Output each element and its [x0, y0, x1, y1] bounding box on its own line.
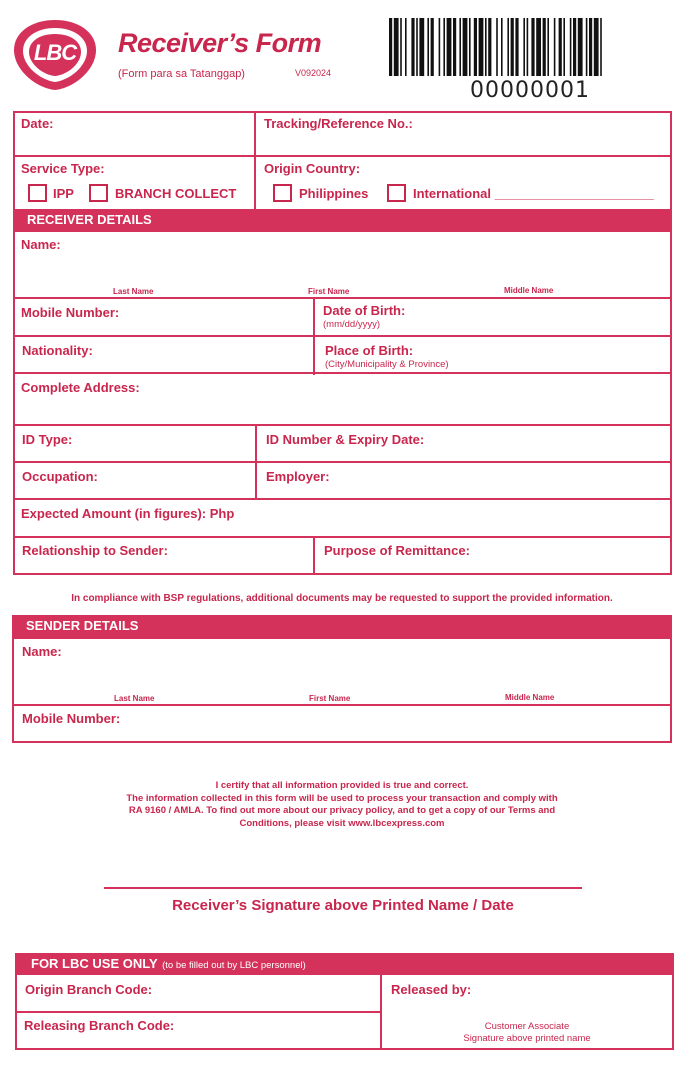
sender-last-name-label: Last Name: [114, 694, 155, 703]
dob-field[interactable]: [315, 299, 670, 335]
origin-branch-label: Origin Branch Code:: [25, 982, 153, 997]
barcode-number: 00000001: [470, 78, 590, 103]
signature-line[interactable]: [104, 887, 582, 889]
id-number-field[interactable]: [257, 426, 670, 461]
international-checkbox[interactable]: [387, 184, 406, 202]
signature-above-label: Signature above printed name: [463, 1033, 591, 1044]
tracking-field[interactable]: [256, 113, 670, 155]
relationship-label: Relationship to Sender:: [22, 543, 168, 558]
branch-collect-label: BRANCH COLLECT: [115, 186, 237, 201]
form-title: Receiver’s Form: [118, 28, 322, 58]
lbc-use-note: (to be filled out by LBC personnel): [162, 960, 306, 971]
origin-branch-field[interactable]: [17, 977, 380, 1011]
occupation-field[interactable]: [15, 463, 255, 498]
international-label: International ______________________: [413, 186, 654, 201]
pob-hint: (City/Municipality & Province): [325, 359, 449, 370]
relationship-field[interactable]: [15, 538, 313, 573]
philippines-checkbox[interactable]: [273, 184, 292, 202]
pob-label: Place of Birth:: [325, 343, 414, 358]
certification-line-3: RA 9160 / AMLA. To find out more about our privacy policy, and to get a copy of our Terms and: [128, 805, 556, 816]
address-label: Complete Address:: [21, 380, 140, 395]
tracking-label: Tracking/Reference No.:: [264, 116, 413, 131]
id-type-field[interactable]: [15, 426, 255, 461]
receiver-last-name-label: Last Name: [113, 287, 154, 296]
form-version: V092024: [295, 68, 332, 78]
date-label: Date:: [21, 116, 54, 131]
sender-name-label: Name:: [22, 644, 62, 659]
compliance-note: In compliance with BSP regulations, additional documents may be requested to support the provided information.: [71, 593, 613, 604]
certification-line-4: Conditions, please visit www.lbcexpress.com: [239, 817, 445, 829]
receiver-first-name-label: First Name: [308, 287, 350, 296]
dob-hint: (mm/dd/yyyy): [323, 319, 380, 330]
lbc-logo: [12, 18, 98, 92]
sender-first-name-label: First Name: [309, 694, 351, 703]
amount-field[interactable]: [15, 500, 670, 536]
origin-country-label: Origin Country:: [264, 161, 361, 176]
receiver-middle-name-label: Middle Name: [504, 286, 554, 295]
date-field[interactable]: [15, 113, 254, 155]
employer-label: Employer:: [266, 469, 330, 484]
id-number-label: ID Number & Expiry Date:: [266, 432, 425, 447]
form-subtitle: (Form para sa Tatanggap): [118, 68, 245, 80]
nationality-field[interactable]: [15, 337, 313, 372]
nationality-label: Nationality:: [22, 343, 93, 358]
receiver-mobile-field[interactable]: [15, 299, 313, 335]
ipp-checkbox[interactable]: [28, 184, 47, 202]
logo-text: LBC: [33, 40, 77, 65]
released-by-label: Released by:: [391, 982, 472, 997]
receiver-details-header: RECEIVER DETAILS: [13, 209, 672, 232]
purpose-field[interactable]: [315, 538, 670, 573]
pob-field[interactable]: [315, 337, 670, 372]
ipp-label: IPP: [53, 186, 74, 201]
sender-mobile-field[interactable]: [14, 706, 670, 741]
branch-collect-checkbox[interactable]: [89, 184, 108, 202]
occupation-label: Occupation:: [22, 469, 98, 484]
receiver-name-label: Name:: [21, 237, 61, 252]
sender-details-header: SENDER DETAILS: [12, 615, 672, 639]
employer-field[interactable]: [257, 463, 670, 498]
sender-mobile-label: Mobile Number:: [22, 711, 121, 726]
barcode: [389, 18, 671, 76]
barcode-icon: [389, 18, 671, 76]
dob-label: Date of Birth:: [323, 303, 406, 318]
id-type-label: ID Type:: [22, 432, 73, 447]
address-field[interactable]: [15, 374, 670, 424]
lbc-use-title: FOR LBC USE ONLY: [31, 956, 158, 971]
philippines-label: Philippines: [299, 186, 369, 201]
lbc-use-header: [15, 953, 674, 975]
releasing-branch-label: Releasing Branch Code:: [24, 1018, 175, 1033]
amount-label: Expected Amount (in figures): Php: [21, 506, 235, 521]
signature-label: Receiver’s Signature above Printed Name / Date: [172, 897, 514, 914]
service-type-label: Service Type:: [21, 161, 105, 176]
customer-associate-label: Customer Associate: [484, 1021, 570, 1032]
certification-line-1: I certify that all information provided is true and correct.: [215, 780, 469, 791]
sender-middle-name-label: Middle Name: [505, 693, 555, 702]
purpose-label: Purpose of Remittance:: [324, 543, 470, 558]
certification-line-2: The information collected in this form will be used to process your transaction and comply with: [126, 792, 558, 804]
releasing-branch-field[interactable]: [17, 1013, 380, 1048]
certification-text: [40, 780, 644, 830]
receiver-mobile-label: Mobile Number:: [21, 305, 120, 320]
